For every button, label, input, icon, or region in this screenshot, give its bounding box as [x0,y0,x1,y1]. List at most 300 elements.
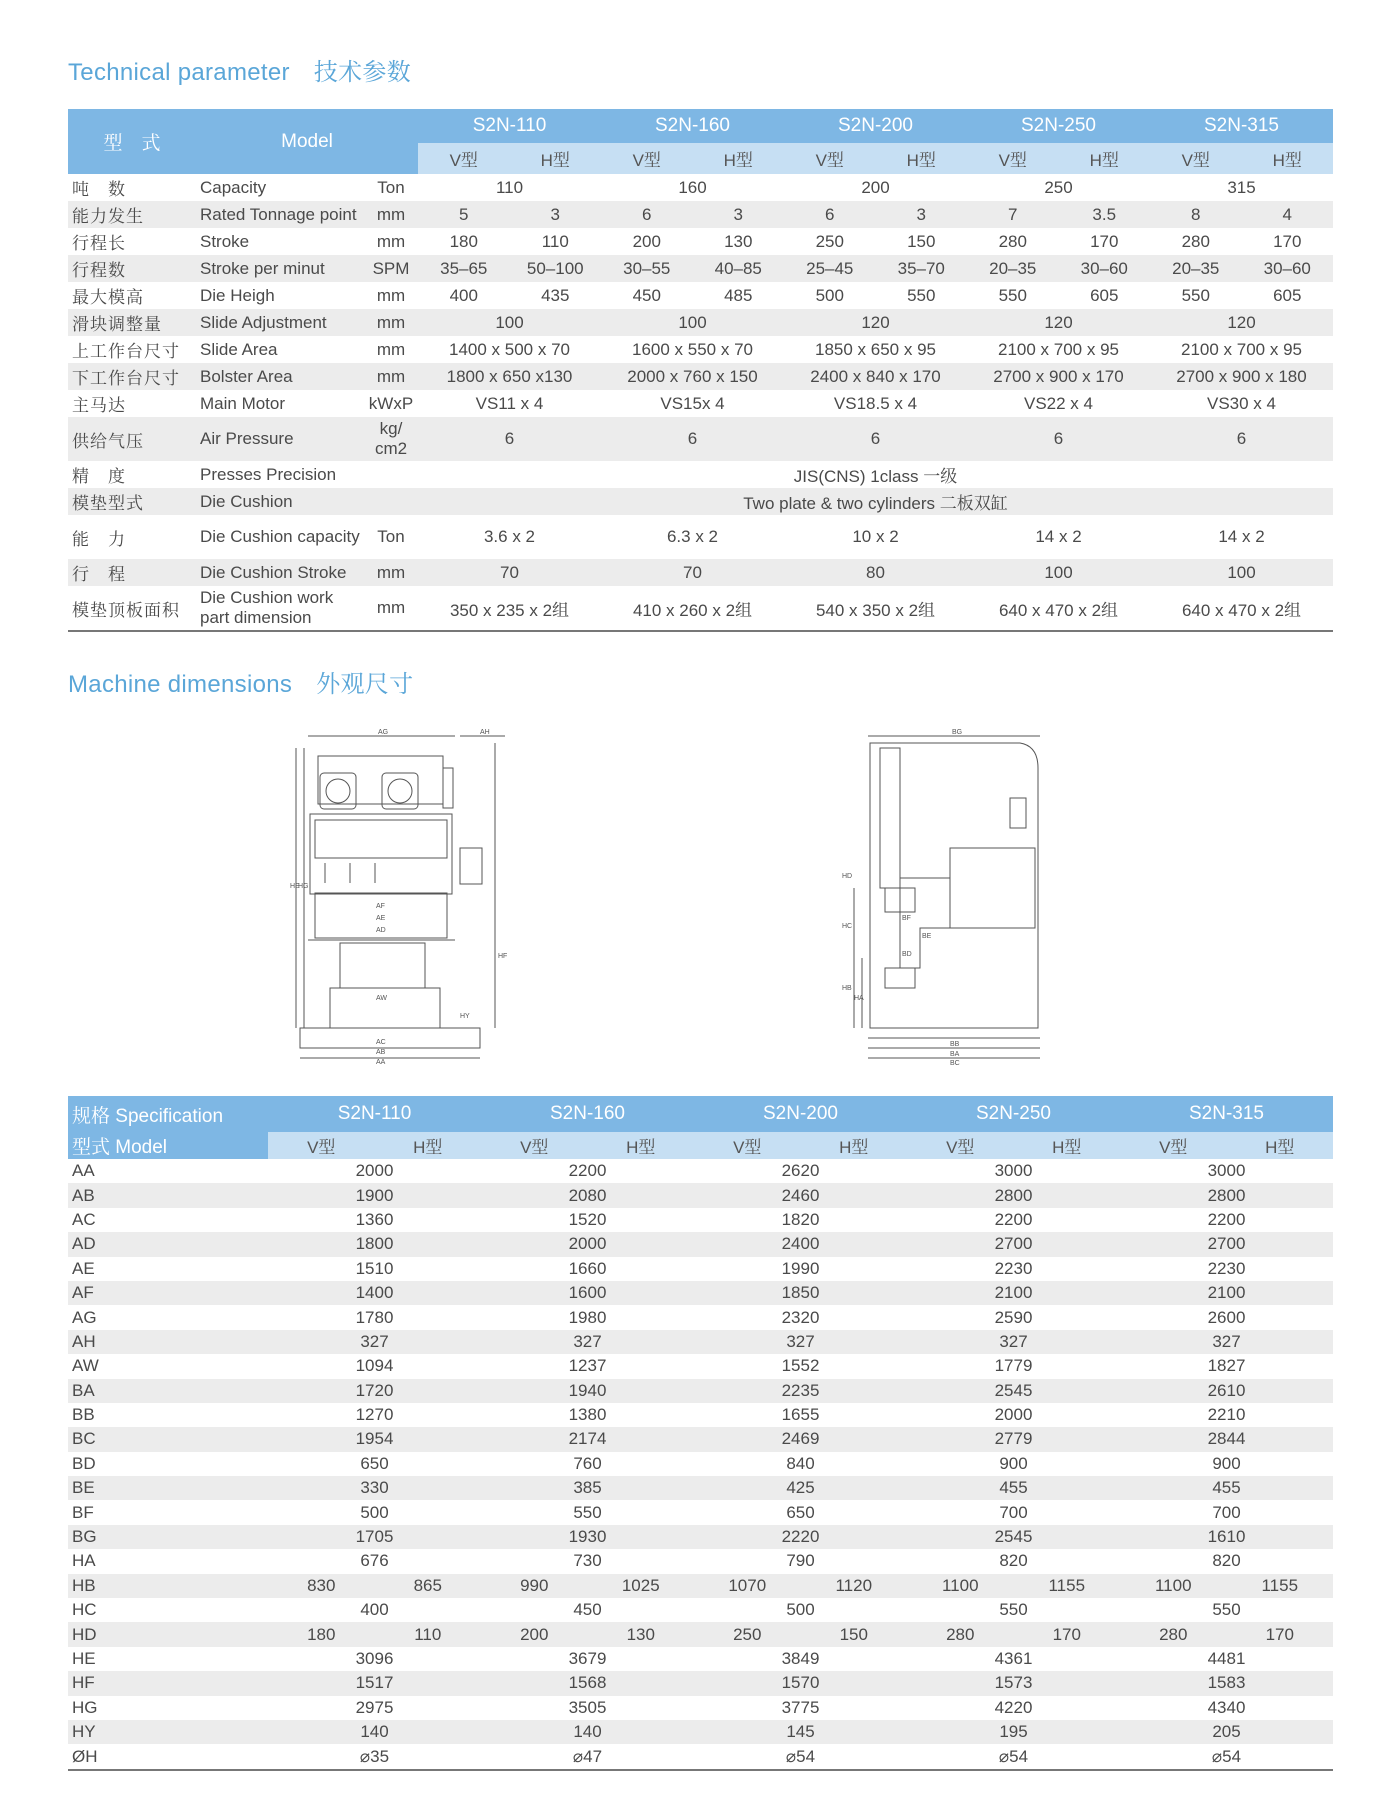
spec-row [68,1330,1333,1354]
spec-row [68,1622,1333,1646]
dimension-code: HG [72,1697,98,1717]
dimension-value: 3505 [568,1697,607,1717]
dimension-code: BE [68,1476,268,1500]
param-value: 20–35 [967,255,1059,282]
dimension-value: 2200 [1207,1209,1246,1229]
technical-parameter-table [68,109,1333,632]
param-value: 14 x 2 [1218,527,1265,546]
dimension-value: 400 [360,1600,389,1620]
spec-row [68,1549,1333,1573]
param-name-cn: 下工作台尺寸 [68,363,196,390]
dimension-code: HD [68,1622,268,1646]
dimension-value: 2469 [694,1427,907,1451]
dimension-code: HE [72,1649,96,1668]
param-value: 6.3 x 2 [666,527,719,546]
param-value: 50–100 [510,255,602,282]
model-column-header: S2N-110 [418,109,601,143]
dim-label-bd: BD [902,951,912,958]
dimension-value: 2460 [694,1183,907,1207]
tech-row [68,488,1333,515]
param-value: 550 [1181,285,1210,305]
dimension-value: 170 [1227,1622,1334,1646]
param-name-cn: 能 力 [72,529,126,549]
dimension-code: BA [68,1379,268,1403]
dim-label-hy: HY [460,1013,470,1020]
param-name-cn: 行 程 [68,559,196,586]
model-column-header: S2N-160 [601,109,784,143]
param-value: 10 x 2 [852,527,899,546]
dimension-code: BG [68,1525,268,1549]
param-unit: SPM [364,255,418,282]
dimension-value: ⌀35 [268,1744,481,1769]
param-value: 6 [784,201,876,228]
dim-label-bg: BG [952,729,963,736]
dimension-value: 455 [907,1476,1120,1500]
spec-row [68,1257,1333,1281]
param-name-cn: 吨 数 [72,180,126,199]
tech-row [68,201,1333,228]
dimension-code: AF [68,1281,268,1305]
param-value: JIS(CNS) 1class 一级 [793,467,958,486]
dimension-value: 1155 [1014,1574,1121,1598]
param-value: Two plate & two cylinders 二板双缸 [418,488,1333,515]
dimension-value: ⌀54 [907,1744,1120,1769]
param-value: 550 [907,285,936,305]
param-value: 435 [541,285,570,305]
spec-subheader-row [68,1132,1333,1159]
dim-label-ab: AB [376,1049,386,1056]
param-value: VS30 x 4 [1207,393,1276,413]
dim-label-hc: HC [842,923,853,930]
dimension-value: 2700 [1120,1232,1333,1256]
param-value: 30–60 [1059,255,1151,282]
param-value: 3 [510,201,602,228]
dimension-value: 550 [999,1600,1028,1620]
param-value: 7 [967,201,1059,228]
dimension-value: 1237 [568,1356,607,1376]
tech-row [68,559,1333,586]
dimension-value: 2700 [907,1232,1120,1256]
dimension-value: 2100 [1120,1281,1333,1305]
dimension-value: 1850 [694,1281,907,1305]
param-value: VS15x 4 [660,393,725,413]
spec-row [68,1476,1333,1500]
param-value: 350 x 235 x 2组 [418,586,601,631]
param-unit: kg/ cm2 [364,417,418,461]
param-value: 640 x 470 x 2组 [967,586,1150,631]
dimension-value: 4340 [1207,1697,1246,1717]
param-value: 100 [418,309,601,336]
dimension-value: 3000 [994,1161,1033,1181]
dimension-value: 790 [786,1551,815,1571]
param-unit: mm [376,285,406,305]
spec-row [68,1208,1333,1232]
dimension-value: 110 [375,1622,482,1646]
dimension-code: AG [72,1307,97,1327]
param-value: 1800 x 650 x130 [418,363,601,390]
sub-h-header: H型 [510,143,602,174]
tech-row [68,282,1333,309]
dimension-value: 2174 [481,1427,694,1451]
param-value: 170 [1273,231,1302,251]
dim-label-ad: AD [376,927,386,934]
dimension-value: 425 [694,1476,907,1500]
sub-h-header: H型 [1227,1132,1334,1159]
dimension-code: AC [72,1209,96,1229]
dimension-value: 2620 [781,1161,820,1181]
dimension-value: 2800 [1120,1183,1333,1207]
param-value: 550 [998,285,1027,305]
dimension-value: 900 [999,1453,1028,1473]
param-unit: mm [364,201,418,228]
param-value: 70 [418,559,601,586]
param-value: 35–70 [876,255,968,282]
param-value: 100 [601,309,784,336]
dimension-code: AD [68,1232,268,1256]
dimension-value: 2000 [481,1232,694,1256]
dimension-value: 2975 [355,1697,394,1717]
dimension-value: 3000 [1207,1161,1246,1181]
dimension-value: 2210 [1207,1405,1246,1425]
param-name-en: Die Cushion work part dimension [196,586,364,631]
param-name-en: Stroke [200,231,250,251]
dimension-value: 1610 [1120,1525,1333,1549]
dimension-value: 2230 [1207,1258,1246,1278]
heading-en: Technical parameter [68,59,290,86]
param-name-cn: 能力发生 [68,201,196,228]
param-value: 180 [449,231,478,251]
dimension-code: AE [72,1258,95,1278]
model-label: 型式 Model [68,1132,268,1159]
dimension-value: 1568 [481,1671,694,1695]
param-value: 40–85 [693,255,785,282]
dimension-value: 865 [375,1574,482,1598]
dimension-value: 550 [1212,1600,1241,1620]
param-value: 70 [601,559,784,586]
dimension-code: ØH [68,1744,268,1769]
dimension-value: 250 [694,1622,801,1646]
param-value: 1600 x 550 x 70 [632,339,753,359]
machine-dimensions-heading [68,664,413,699]
dimension-value: 2800 [907,1183,1120,1207]
param-unit: mm [364,309,418,336]
param-value: 200 [632,231,661,251]
param-value: 100 [1150,559,1333,586]
dimension-value: 150 [801,1622,908,1646]
dimension-value: 2400 [694,1232,907,1256]
dimension-value: 1720 [268,1379,481,1403]
dimension-value: 1583 [1120,1671,1333,1695]
dimension-value: 327 [1120,1330,1333,1354]
dimension-value: 1573 [907,1671,1120,1695]
param-name-cn: 上工作台尺寸 [72,342,180,361]
spec-row [68,1720,1333,1744]
dimension-value: ⌀54 [1120,1744,1333,1769]
dimension-value: 2080 [481,1183,694,1207]
dimension-code: HY [68,1720,268,1744]
param-name-cn: 模垫顶板面积 [68,586,196,631]
param-unit: kWxP [368,393,414,413]
sub-h-header: H型 [801,1132,908,1159]
model-column-header: S2N-315 [1150,109,1333,143]
dimension-value: 455 [1120,1476,1333,1500]
param-value: 605 [1273,285,1302,305]
param-value: 110 [495,177,524,197]
spec-row [68,1403,1333,1427]
dimension-value: ⌀47 [481,1744,694,1769]
param-name-en: Slide Area [200,339,278,359]
spec-row [68,1598,1333,1622]
dimension-value: 280 [1120,1622,1227,1646]
param-name-en: Rated Tonnage point [196,201,364,228]
dimension-value: 2600 [1207,1307,1246,1327]
param-value: 540 x 350 x 2组 [784,586,967,631]
dimension-value: 2545 [907,1525,1120,1549]
dim-label-hg: HG [298,883,309,890]
dimension-value: 145 [694,1720,907,1744]
model-column-header: S2N-160 [481,1096,694,1132]
spec-row [68,1574,1333,1598]
dimension-value: 830 [268,1574,375,1598]
dimension-code: AW [72,1356,99,1376]
dimension-value: 2000 [994,1405,1033,1425]
dimension-value: 130 [588,1622,695,1646]
dim-label-hb: HB [842,985,852,992]
dimension-value: 500 [786,1600,815,1620]
param-value: 2100 x 700 x 95 [998,339,1119,359]
dimension-value: 1780 [355,1307,394,1327]
param-value: 30–60 [1242,255,1334,282]
dimension-code: BC [68,1427,268,1451]
sub-h-header: H型 [1242,143,1334,174]
dimension-value: 140 [268,1720,481,1744]
param-name-en: Presses Precision [200,464,337,484]
param-value: 2400 x 840 x 170 [784,363,967,390]
dimension-value: 650 [786,1502,815,1522]
sub-v-header: V型 [418,143,510,174]
param-value: 485 [724,285,753,305]
param-name-cn: 精 度 [72,467,126,486]
dim-label-ba: BA [950,1051,960,1058]
param-value: 2700 x 900 x 170 [967,363,1150,390]
dimension-value: 1400 [268,1281,481,1305]
tech-row [68,461,1333,488]
sub-v-header: V型 [268,1132,375,1159]
dimension-value: 195 [907,1720,1120,1744]
param-name-en: Slide Adjustment [196,309,364,336]
param-unit: mm [376,339,406,359]
model-header: Model [196,109,418,174]
dimension-value: 1100 [1120,1574,1227,1598]
param-unit: mm [364,559,418,586]
param-name-en: Die Cushion [196,488,364,515]
param-value: 200 [861,177,890,197]
dimension-value: 1380 [568,1405,607,1425]
param-value: 2000 x 760 x 150 [601,363,784,390]
spec-row [68,1647,1333,1671]
spec-row [68,1696,1333,1720]
model-column-header: S2N-250 [967,109,1150,143]
param-value: 6 [784,417,967,461]
param-value: 250 [815,231,844,251]
dimension-value: 1094 [355,1356,394,1376]
param-unit: Ton [377,177,405,197]
dimension-code: BD [72,1453,96,1473]
dimension-value: 2779 [907,1427,1120,1451]
sub-v-header: V型 [784,143,876,174]
dimension-value: 1520 [568,1209,607,1229]
sub-v-header: V型 [481,1132,588,1159]
dimension-value: 820 [999,1551,1028,1571]
param-name-en: Capacity [200,177,267,197]
dimension-value: 2200 [568,1161,607,1181]
dimension-value: 385 [481,1476,694,1500]
dimension-value: 650 [360,1453,389,1473]
dimension-value: 840 [786,1453,815,1473]
spec-row [68,1500,1333,1524]
tech-row [68,309,1333,336]
dimension-value: 200 [481,1622,588,1646]
dim-label-ac: AC [376,1039,386,1046]
param-value: 30–55 [601,255,693,282]
sub-v-header: V型 [907,1132,1014,1159]
param-name-en: Air Pressure [196,417,364,461]
tech-row [68,363,1333,390]
param-value: 1850 x 650 x 95 [815,339,936,359]
dimension-value: 2000 [355,1161,394,1181]
dimension-value: 4220 [994,1697,1033,1717]
dimension-value: 1270 [355,1405,394,1425]
param-unit: mm [364,586,418,631]
param-name-cn: 主马达 [72,396,126,415]
param-value: 6 [601,201,693,228]
dimension-value: 2320 [781,1307,820,1327]
param-name-en: Main Motor [200,393,286,413]
dimension-value: 327 [694,1330,907,1354]
dimension-value: 700 [1212,1502,1241,1522]
spec-row [68,1744,1333,1769]
param-value: 400 [449,285,478,305]
tech-row [68,515,1333,559]
tech-row [68,255,1333,282]
dimension-code: HB [68,1574,268,1598]
param-name-cn: 最大模高 [72,288,144,307]
param-value: 605 [1090,285,1119,305]
param-value: 315 [1227,177,1256,197]
dimension-value: 500 [360,1502,389,1522]
tech-header-row [68,109,1333,143]
param-value: 2700 x 900 x 180 [1150,363,1333,390]
dimension-value: 2235 [694,1379,907,1403]
param-value: 6 [967,417,1150,461]
dim-label-bc: BC [950,1060,960,1065]
sub-h-header: H型 [1014,1132,1121,1159]
dimension-code: HA [72,1551,96,1571]
param-value: 20–35 [1150,255,1242,282]
param-value: 6 [1150,417,1333,461]
dimension-value: 3849 [781,1649,820,1668]
sub-h-header: H型 [693,143,785,174]
param-name-cn: 供给气压 [68,417,196,461]
dimension-value: 327 [481,1330,694,1354]
dimension-value: 1655 [781,1405,820,1425]
spec-header-row [68,1096,1333,1132]
dimension-value: 2100 [907,1281,1120,1305]
dim-label-aw: AW [376,995,388,1002]
spec-row [68,1427,1333,1451]
model-column-header: S2N-250 [907,1096,1120,1132]
spec-row [68,1281,1333,1305]
dimension-value: 2545 [907,1379,1120,1403]
param-value: 6 [418,417,601,461]
param-value: 25–45 [784,255,876,282]
dimension-value: ⌀54 [694,1744,907,1769]
dimension-value: 1155 [1227,1574,1334,1598]
dimension-value: 1025 [588,1574,695,1598]
dimension-value: 2230 [994,1258,1033,1278]
dimension-code: AH [68,1330,268,1354]
dimension-value: 3096 [355,1649,394,1668]
param-value: 1400 x 500 x 70 [449,339,570,359]
dimension-value: 1900 [268,1183,481,1207]
front-view-drawing [290,728,520,1065]
dimension-value: 1100 [907,1574,1014,1598]
heading-en: Machine dimensions [68,671,293,698]
tech-row [68,228,1333,255]
param-unit [364,488,418,515]
param-value: 170 [1090,231,1119,251]
param-value: 3.6 x 2 [483,527,536,546]
param-name-cn: 模垫型式 [68,488,196,515]
dim-label-bb: BB [950,1041,960,1048]
side-view-drawing [840,728,1050,1065]
dimension-value: 1120 [801,1574,908,1598]
dimension-value: 170 [1014,1622,1121,1646]
dimension-value: 1990 [781,1258,820,1278]
dimension-value: 1660 [568,1258,607,1278]
dimension-value: 1779 [994,1356,1033,1376]
dimension-value: 327 [268,1330,481,1354]
model-column-header: S2N-200 [784,109,967,143]
dimension-value: 3775 [781,1697,820,1717]
dimension-value: 1820 [781,1209,820,1229]
param-value: 2100 x 700 x 95 [1181,339,1302,359]
model-column-header: S2N-110 [268,1096,481,1132]
tech-row [68,336,1333,363]
dim-label-ag: AG [378,729,389,736]
sub-v-header: V型 [601,143,693,174]
dimension-value: 450 [573,1600,602,1620]
sub-v-header: V型 [967,143,1059,174]
spec-row [68,1183,1333,1207]
model-column-header: S2N-315 [1120,1096,1333,1132]
spec-row [68,1159,1333,1183]
param-name-cn: 行程数 [68,255,196,282]
dimension-value: 550 [573,1502,602,1522]
dimension-value: 327 [907,1330,1120,1354]
spec-row [68,1232,1333,1256]
model-column-header: S2N-200 [694,1096,907,1132]
param-value: 4 [1242,201,1334,228]
dimension-value: 4361 [994,1649,1033,1668]
type-header: 型 式 [68,109,196,174]
dim-label-af: AF [376,903,385,910]
dim-label-be: BE [922,933,932,940]
sub-h-header: H型 [1059,143,1151,174]
param-value: 3 [693,201,785,228]
param-value: 3.5 [1059,201,1151,228]
param-name-en: Die Cushion Stroke [196,559,364,586]
